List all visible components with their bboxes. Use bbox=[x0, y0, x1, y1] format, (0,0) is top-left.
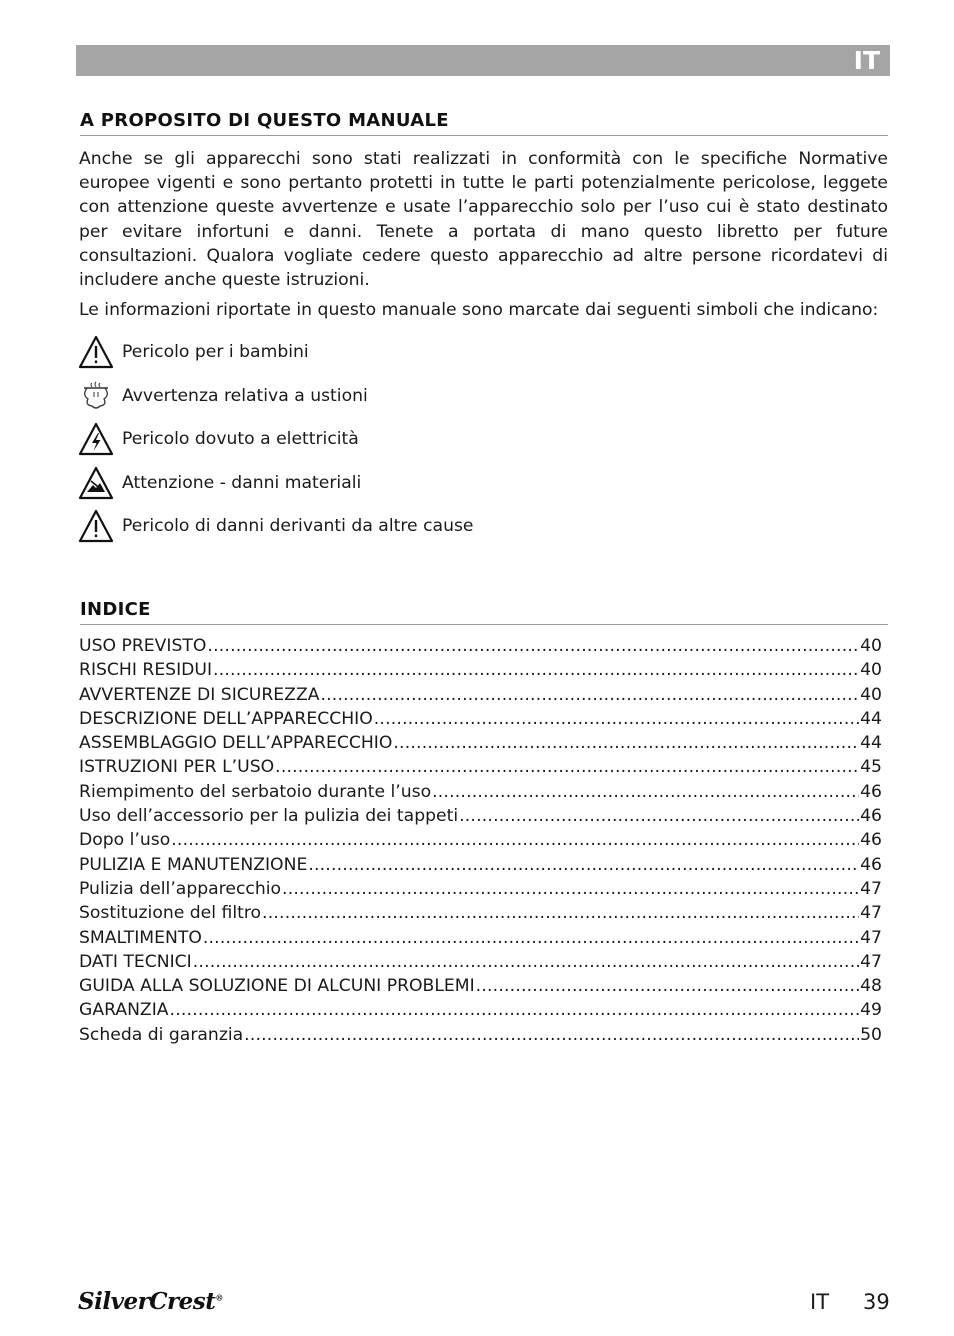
toc-entry[interactable] bbox=[79, 1025, 882, 1049]
toc-entry[interactable] bbox=[79, 928, 882, 952]
material-damage-icon bbox=[78, 465, 118, 501]
table-of-contents bbox=[79, 636, 882, 1049]
toc-page: 47 bbox=[860, 927, 882, 948]
toc-entry[interactable] bbox=[79, 782, 882, 806]
toc-entry[interactable] bbox=[79, 976, 882, 1000]
legend-intro: Le informazioni riportate in questo manuale sono marcate dai seguenti simboli che indicano: bbox=[79, 300, 879, 320]
toc-page: 46 bbox=[860, 830, 882, 851]
toc-title: Sostituzione del filtro bbox=[79, 903, 262, 924]
toc-entry[interactable] bbox=[79, 806, 882, 830]
toc-entry[interactable] bbox=[79, 830, 882, 854]
toc-leader bbox=[193, 952, 859, 972]
symbol-label: Pericolo dovuto a elettricità bbox=[122, 429, 359, 449]
toc-title: Scheda di garanzia bbox=[79, 1024, 244, 1045]
toc-title: ASSEMBLAGGIO DELL’APPARECCHIO bbox=[79, 733, 393, 754]
toc-leader bbox=[213, 660, 859, 680]
toc-leader bbox=[320, 685, 859, 705]
language-bar bbox=[76, 45, 890, 76]
toc-page: 44 bbox=[860, 733, 882, 754]
page-number: 39 bbox=[863, 1290, 890, 1314]
toc-page: 46 bbox=[860, 806, 882, 827]
toc-page: 48 bbox=[860, 976, 882, 997]
toc-title: Uso dell’accessorio per la pulizia dei tappeti bbox=[79, 806, 459, 827]
symbol-row-burns bbox=[78, 378, 368, 414]
toc-page: 47 bbox=[860, 878, 882, 899]
toc-title: Riempimento del serbatoio durante l’uso bbox=[79, 781, 432, 802]
toc-page: 50 bbox=[860, 1024, 882, 1045]
toc-title: PULIZIA E MANUTENZIONE bbox=[79, 854, 308, 875]
symbol-label: Pericolo di danni derivanti da altre cause bbox=[122, 516, 474, 536]
toc-leader bbox=[203, 928, 859, 948]
toc-leader bbox=[170, 1000, 860, 1020]
toc-entry[interactable] bbox=[79, 1000, 882, 1024]
toc-leader bbox=[244, 1025, 859, 1045]
toc-entry[interactable] bbox=[79, 733, 882, 757]
toc-page: 40 bbox=[860, 636, 882, 656]
toc-entry[interactable] bbox=[79, 879, 882, 903]
toc-title: RISCHI RESIDUI bbox=[79, 660, 213, 681]
toc-leader bbox=[476, 976, 859, 996]
toc-page: 46 bbox=[860, 854, 882, 875]
toc-title: SMALTIMENTO bbox=[79, 927, 202, 948]
section-title-index: INDICE bbox=[80, 599, 888, 625]
toc-title: AVVERTENZE DI SICUREZZA bbox=[79, 684, 320, 705]
toc-leader bbox=[374, 709, 859, 729]
toc-page: 47 bbox=[860, 951, 882, 972]
electric-hazard-icon bbox=[78, 421, 118, 457]
toc-entry[interactable] bbox=[79, 903, 882, 927]
toc-page: 44 bbox=[860, 708, 882, 729]
toc-entry[interactable] bbox=[79, 952, 882, 976]
toc-page: 45 bbox=[860, 757, 882, 778]
toc-title: DESCRIZIONE DELL’APPARECCHIO bbox=[79, 708, 373, 729]
toc-leader bbox=[207, 636, 859, 656]
toc-leader bbox=[262, 903, 859, 923]
toc-title: Pulizia dell’apparecchio bbox=[79, 878, 282, 899]
toc-leader bbox=[459, 806, 859, 826]
brand-logo bbox=[78, 1288, 223, 1315]
toc-leader bbox=[282, 879, 859, 899]
brand-name: SilverCrest bbox=[78, 1288, 216, 1315]
toc-page: 49 bbox=[860, 1000, 882, 1021]
symbol-label: Pericolo per i bambini bbox=[122, 342, 309, 362]
intro-paragraph: Anche se gli apparecchi sono stati realizzati in conformità con le specifiche Normative europee vigenti e sono pertanto protetti in tutte le parti potenzialmente pericolose, leggete con attenzione queste avvertenze e usate l’apparecchio solo per l’uso cui è stato destinato per evitare infortuni e danni. Tenete a portata di mano questo libretto per future consultazioni. Qualora vogliate cedere questo apparecchio ad altre persone ricordatevi di includere anche queste istruzioni. bbox=[79, 149, 888, 291]
toc-leader bbox=[275, 757, 859, 777]
toc-title: Dopo l’uso bbox=[79, 830, 171, 851]
symbol-row-other bbox=[78, 508, 474, 544]
toc-entry[interactable] bbox=[79, 685, 882, 709]
toc-entry[interactable] bbox=[79, 855, 882, 879]
symbol-row-material bbox=[78, 465, 361, 501]
toc-page: 47 bbox=[860, 903, 882, 924]
symbol-row-electricity bbox=[78, 421, 359, 457]
section-title-about: A PROPOSITO DI QUESTO MANUALE bbox=[80, 110, 888, 136]
toc-leader bbox=[432, 782, 859, 802]
toc-entry[interactable] bbox=[79, 757, 882, 781]
toc-title: GARANZIA bbox=[79, 1000, 169, 1021]
toc-entry[interactable] bbox=[79, 660, 882, 684]
toc-leader bbox=[308, 855, 859, 875]
toc-entry[interactable] bbox=[79, 636, 882, 660]
toc-page: 40 bbox=[860, 684, 882, 705]
warning-triangle-icon bbox=[78, 508, 118, 544]
symbol-row-children bbox=[78, 334, 309, 370]
toc-entry[interactable] bbox=[79, 709, 882, 733]
toc-title: ISTRUZIONI PER L’USO bbox=[79, 757, 275, 778]
trademark-symbol: ® bbox=[215, 1292, 223, 1303]
symbol-label: Attenzione - danni materiali bbox=[122, 473, 362, 493]
toc-title: USO PREVISTO bbox=[79, 636, 207, 656]
footer-language: IT bbox=[810, 1290, 830, 1314]
toc-leader bbox=[171, 830, 859, 850]
toc-title: GUIDA ALLA SOLUZIONE DI ALCUNI PROBLEMI bbox=[79, 976, 475, 997]
burn-hazard-icon bbox=[78, 378, 118, 414]
toc-leader bbox=[393, 733, 859, 753]
toc-page: 40 bbox=[860, 660, 882, 681]
warning-triangle-icon bbox=[78, 334, 118, 370]
toc-page: 46 bbox=[860, 781, 882, 802]
toc-title: DATI TECNICI bbox=[79, 951, 192, 972]
language-code: IT bbox=[853, 46, 880, 75]
symbol-label: Avvertenza relativa a ustioni bbox=[122, 386, 368, 406]
